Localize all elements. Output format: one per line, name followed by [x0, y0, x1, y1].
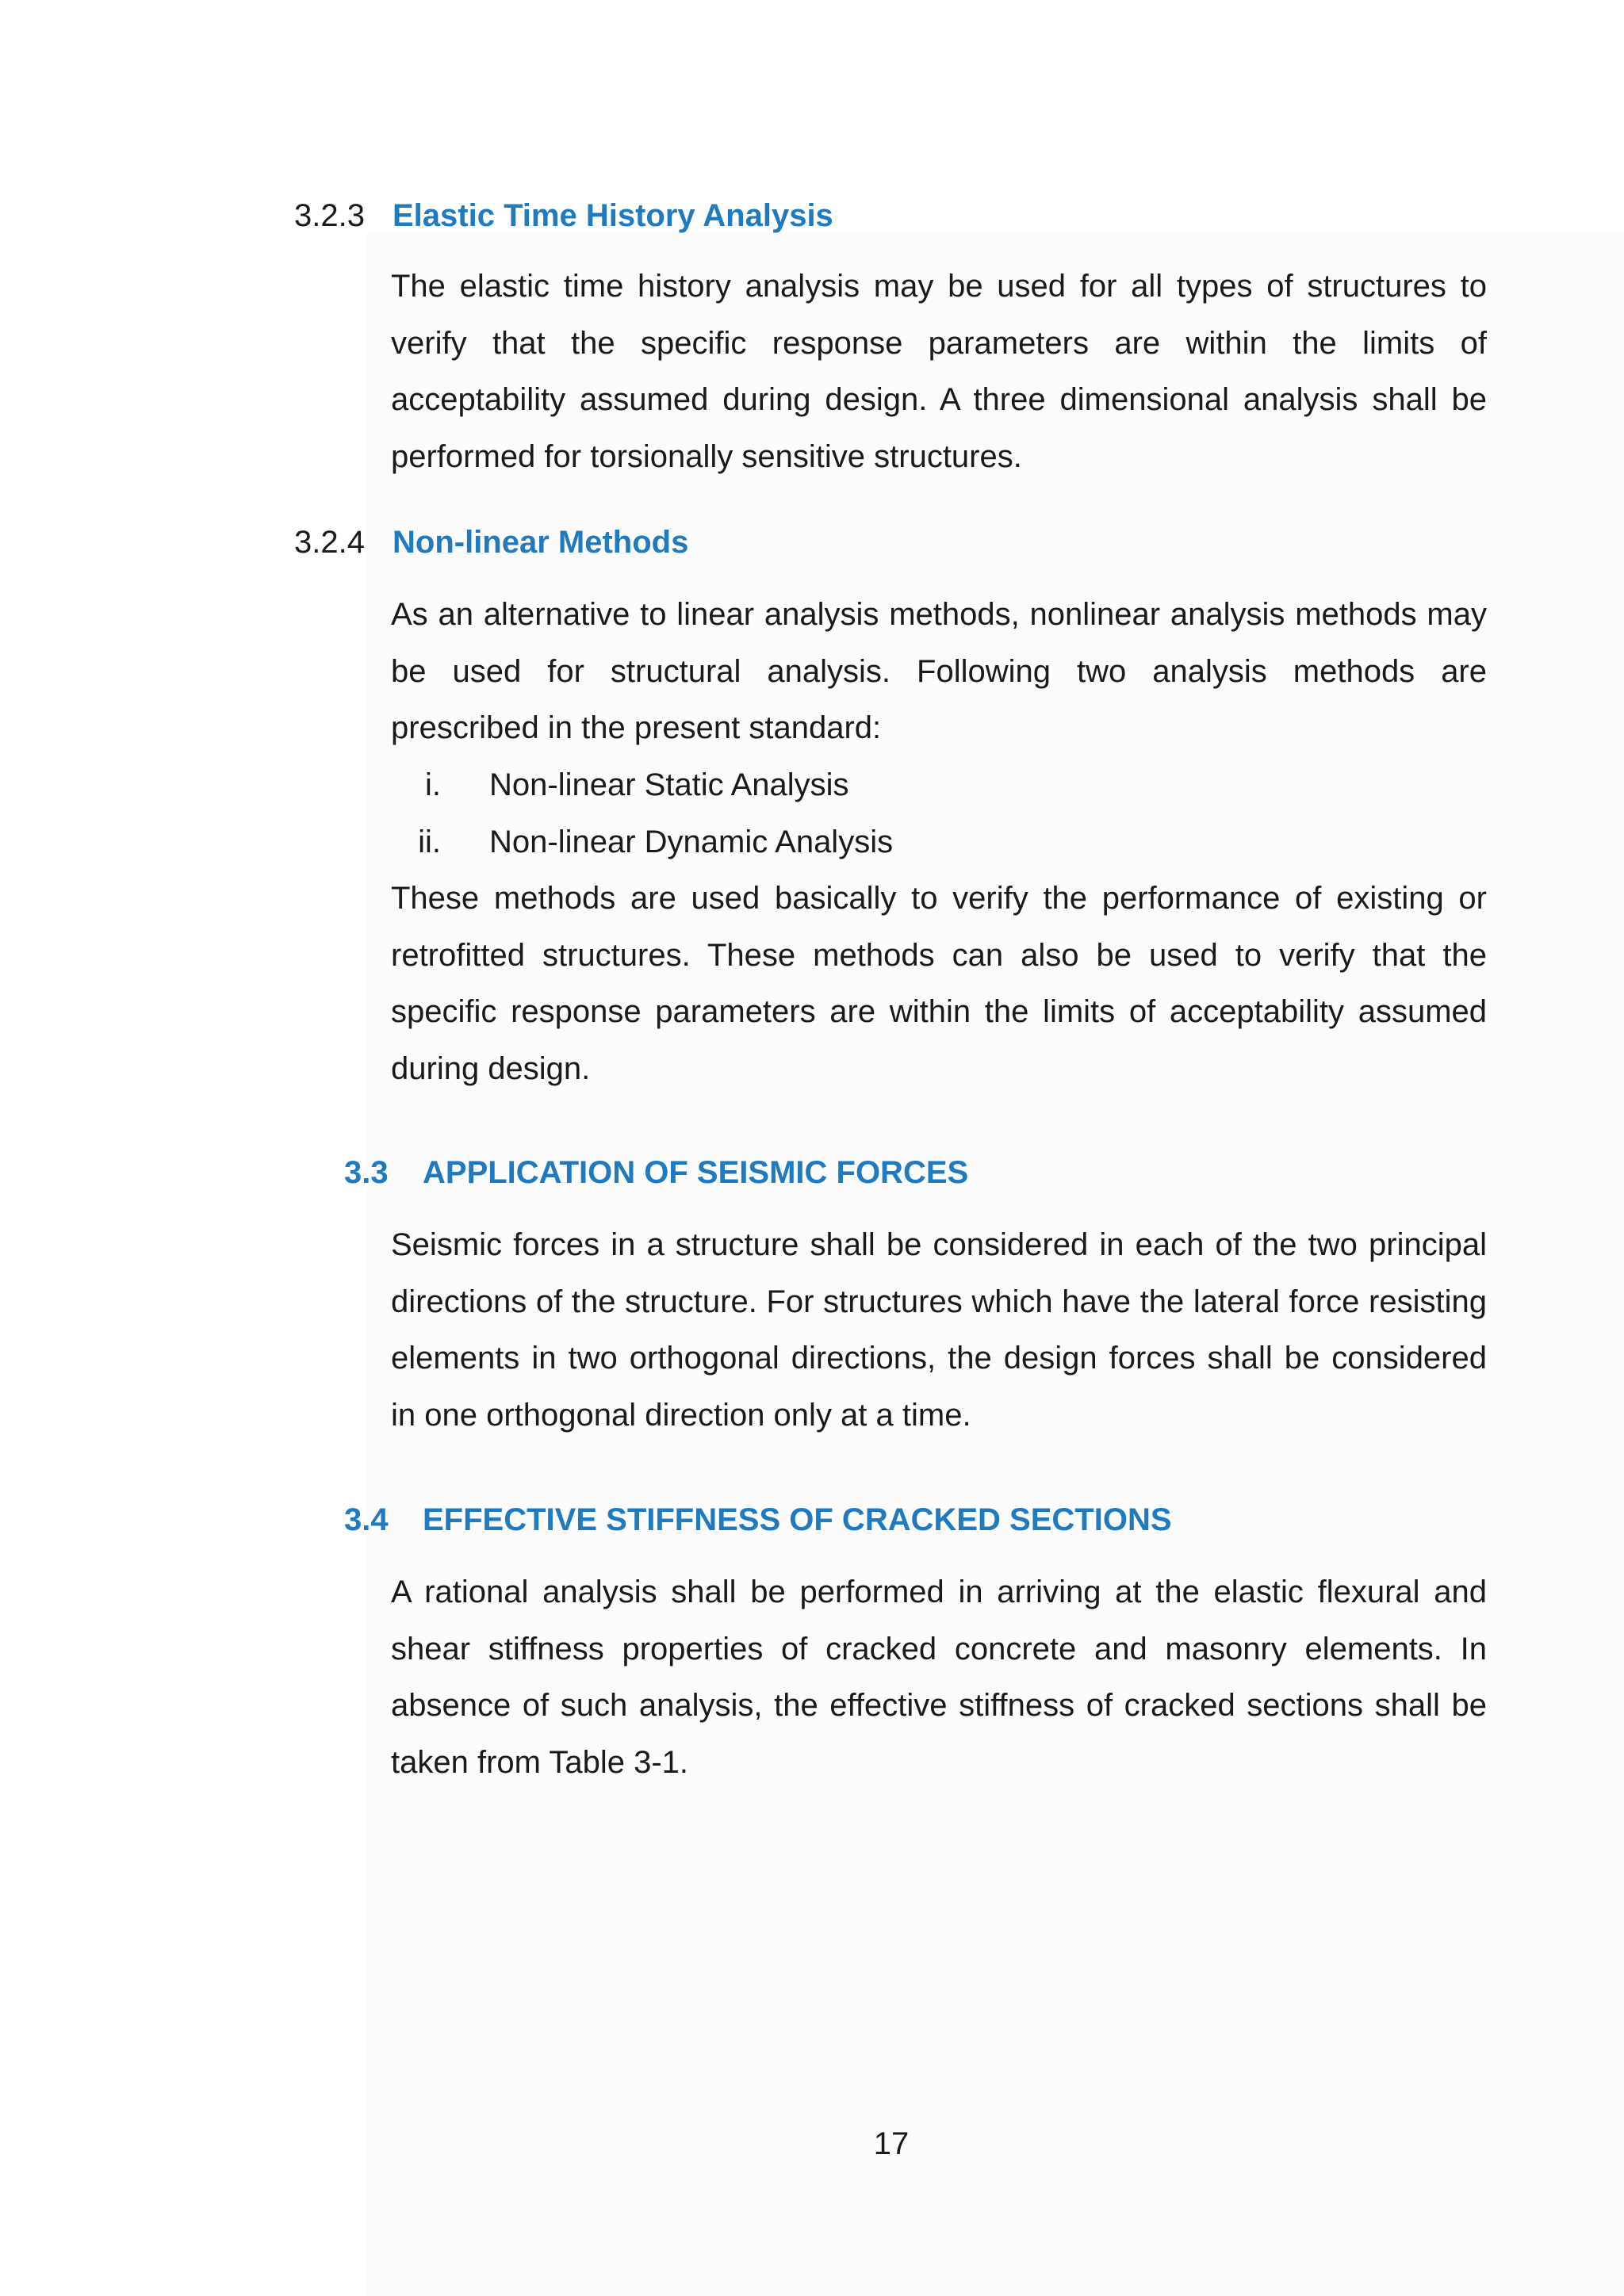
- page-number: 17: [873, 2126, 910, 2161]
- list-item-marker: ii.: [418, 824, 441, 859]
- subsection-3-2-4-title: Non-linear Methods: [393, 525, 689, 560]
- section-3-3-body: Seismic forces in a structure shall be considered in each of the two principal directions of the structure. For structures which have the lateral force resisting elements in two orthogonal directions, the design forces shall be considered in one orthogonal direction only at a time.: [391, 1227, 1487, 1433]
- list-item: [385, 757, 1496, 814]
- list-item: [385, 814, 1496, 871]
- section-3-4-body: A rational analysis shall be performed in arriving at the elastic flexural and shear stiffness properties of cracked concrete and masonry elements. In absence of such analysis, the effective stiffness of cracked sections shall be taken from Table 3-1.: [391, 1575, 1487, 1780]
- section-3-4-title: EFFECTIVE STIFFNESS OF CRACKED SECTIONS: [423, 1502, 1172, 1537]
- list-item-text: Non-linear Static Analysis: [489, 767, 849, 802]
- subsection-3-2-4-intro: As an alternative to linear analysis methods, nonlinear analysis methods may be used for structural analysis. Following two analysis methods are prescribed in the present standard:: [391, 597, 1487, 745]
- analysis-methods-list: [385, 757, 1496, 871]
- list-item-marker: i.: [425, 767, 441, 802]
- subsection-3-2-3-body: The elastic time history analysis may be used for all types of structures to verify that the specific response parameters are within the limits of acceptability assumed during design. A three dimensional analysis shall be performed for torsionally sensitive structures.: [391, 269, 1487, 474]
- subsection-3-2-4-outro: These methods are used basically to verify the performance of existing or retrofitted structures. These methods can also be used to verify that the specific response parameters are within the limits of acceptability assumed during design.: [391, 881, 1487, 1086]
- section-3-3-title: APPLICATION OF SEISMIC FORCES: [423, 1155, 969, 1190]
- subsection-3-2-3-title: Elastic Time History Analysis: [393, 198, 833, 233]
- subsection-3-2-3-number: 3.2.3: [294, 198, 365, 233]
- section-3-3-number: 3.3: [344, 1155, 389, 1190]
- section-3-4-number: 3.4: [344, 1502, 389, 1537]
- subsection-3-2-4-number: 3.2.4: [294, 525, 365, 560]
- list-item-text: Non-linear Dynamic Analysis: [489, 824, 894, 859]
